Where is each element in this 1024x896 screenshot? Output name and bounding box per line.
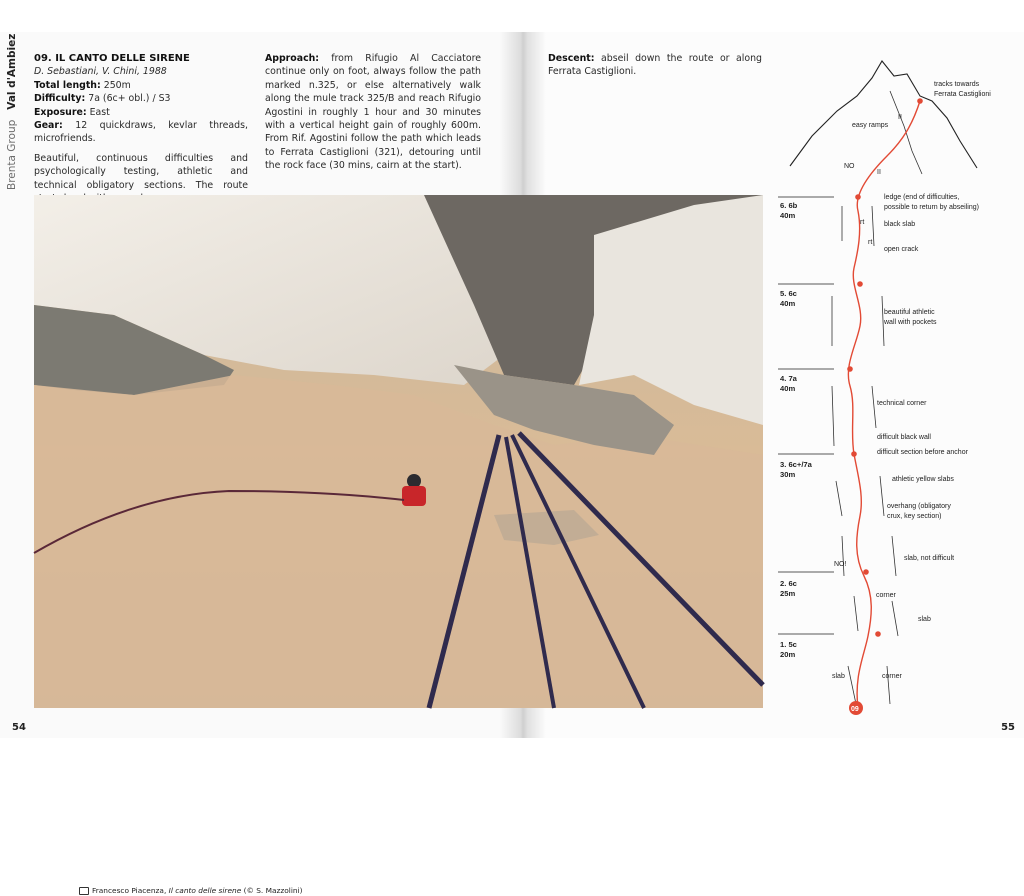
pitch-labels (780, 201, 813, 659)
exposure-label: Exposure: (34, 106, 87, 118)
label-tracks-2: Ferrata Castiglioni (934, 91, 991, 98)
label-corner-low: corner (882, 673, 902, 680)
route-authors: D. Sebastiani, V. Chini, 1988 (34, 66, 167, 78)
pitch-6-grade: 6. 6b (780, 201, 798, 210)
caption-route: Il canto delle sirene (168, 886, 242, 895)
pitch-2-length: 25m (780, 589, 796, 598)
label-yellow-slabs: athletic yellow slabs (892, 476, 954, 483)
label-ledge-1: ledge (end of difficulties, (884, 194, 960, 201)
pitch-3-grade: 3. 6c+/7a (780, 460, 812, 469)
pitch-4-length: 40m (780, 384, 796, 393)
caption-credit: (© S. Mazzolini) (243, 886, 303, 895)
pitch-6-length: 40m (780, 211, 796, 220)
label-difficult-section: difficult section before anchor (877, 449, 968, 456)
descent-label: Descent: (548, 53, 595, 64)
pitch-5-grade: 5. 6c (780, 289, 797, 298)
pitch-separators (778, 197, 834, 634)
total-length-label: Total length: (34, 79, 101, 91)
label-slab-not-difficult: slab, not difficult (904, 555, 955, 562)
difficulty-label: Difficulty: (34, 93, 86, 105)
photo-illustration (34, 195, 763, 708)
summit-outline (790, 61, 977, 168)
pitch-5-length: 40m (780, 299, 796, 308)
route-description: Beautiful, continuous difficulties and psychologically testing, athletic and technical obligatory sections. The route (34, 152, 248, 191)
label-grade-ii-b: II (877, 169, 881, 176)
pitch-2-grade: 2. 6c (780, 579, 797, 588)
group-label: Brenta Group (6, 119, 18, 190)
approach-text: from Rifugio Al Cacciatore continue only on foot, always follow the path marked n.325, or else alternatively walk along the mule track 325/B and reach Rifugio Agostini in roughly 1 hour and 30 minutes with a vertical height gain of roughly 600m. From Rif. Agostini follow the path which leads to Ferrata Castiglioni (321), detouring until the rock face (30 mins, cairn at the start). (265, 53, 481, 172)
route-title: 09. IL CANTO DELLE SIRENE (34, 53, 190, 64)
label-rt-2: rt (868, 239, 873, 246)
photo-caption (74, 885, 308, 896)
label-rt-1: rt (860, 219, 865, 226)
label-corner-top: corner (876, 592, 896, 599)
label-overhang-2: crux, key section) (887, 513, 942, 520)
label-overhang-1: overhang (obligatory (887, 503, 951, 510)
label-difficult-black-wall: difficult black wall (877, 434, 931, 441)
approach-column (265, 52, 481, 173)
route-start-number: 09 (851, 706, 859, 713)
label-athletic-1: beautiful athletic (884, 309, 935, 316)
pitch-3-length: 30m (780, 470, 796, 479)
gear-value: 12 quickdraws, kevlar threads, microfriends. (34, 120, 248, 145)
label-easy-ramps: easy ramps (852, 122, 889, 129)
label-open-crack: open crack (884, 246, 919, 253)
climbing-photo (34, 195, 763, 895)
label-slab-mid: slab (918, 616, 931, 623)
gear-label: Gear: (34, 120, 63, 132)
label-black-slab: black slab (884, 221, 916, 228)
pitch-4-grade: 4. 7a (780, 374, 797, 383)
route-topo-diagram (772, 56, 1008, 716)
approach-label: Approach: (265, 53, 320, 64)
route-info-column (34, 52, 248, 205)
camera-icon (79, 887, 89, 895)
label-slab-low: slab (832, 673, 845, 680)
difficulty-value: 7a (6c+ obl.) / S3 (88, 93, 171, 105)
caption-name: Francesco Piacenza, (92, 886, 167, 895)
total-length-row (34, 79, 248, 92)
exposure-row (34, 106, 248, 119)
pitch-1-length: 20m (780, 650, 796, 659)
label-tracks-1: tracks towards (934, 81, 980, 88)
label-no-mid: NO! (834, 561, 847, 568)
pitch-1-grade: 1. 5c (780, 640, 797, 649)
section-side-label (6, 34, 18, 190)
descent-column (548, 52, 762, 79)
label-technical-corner: technical corner (877, 400, 927, 407)
label-grade-ii-a: II (898, 114, 902, 121)
label-ledge-2: possible to return by abseiling) (884, 204, 979, 211)
page-number-left: 54 (12, 722, 26, 733)
page-number-right: 55 (1001, 722, 1015, 733)
total-length-value: 250m (103, 79, 131, 91)
gear-row (34, 119, 248, 146)
valley-label: Val d'Ambiez (6, 33, 18, 110)
topo-annotations (832, 81, 991, 680)
descent-text: abseil down the route or along Ferrata Castiglioni. (548, 53, 762, 78)
exposure-value: East (89, 106, 110, 118)
label-no-top: NO (844, 163, 855, 170)
difficulty-row (34, 92, 248, 105)
label-athletic-2: wall with pockets (884, 319, 937, 326)
